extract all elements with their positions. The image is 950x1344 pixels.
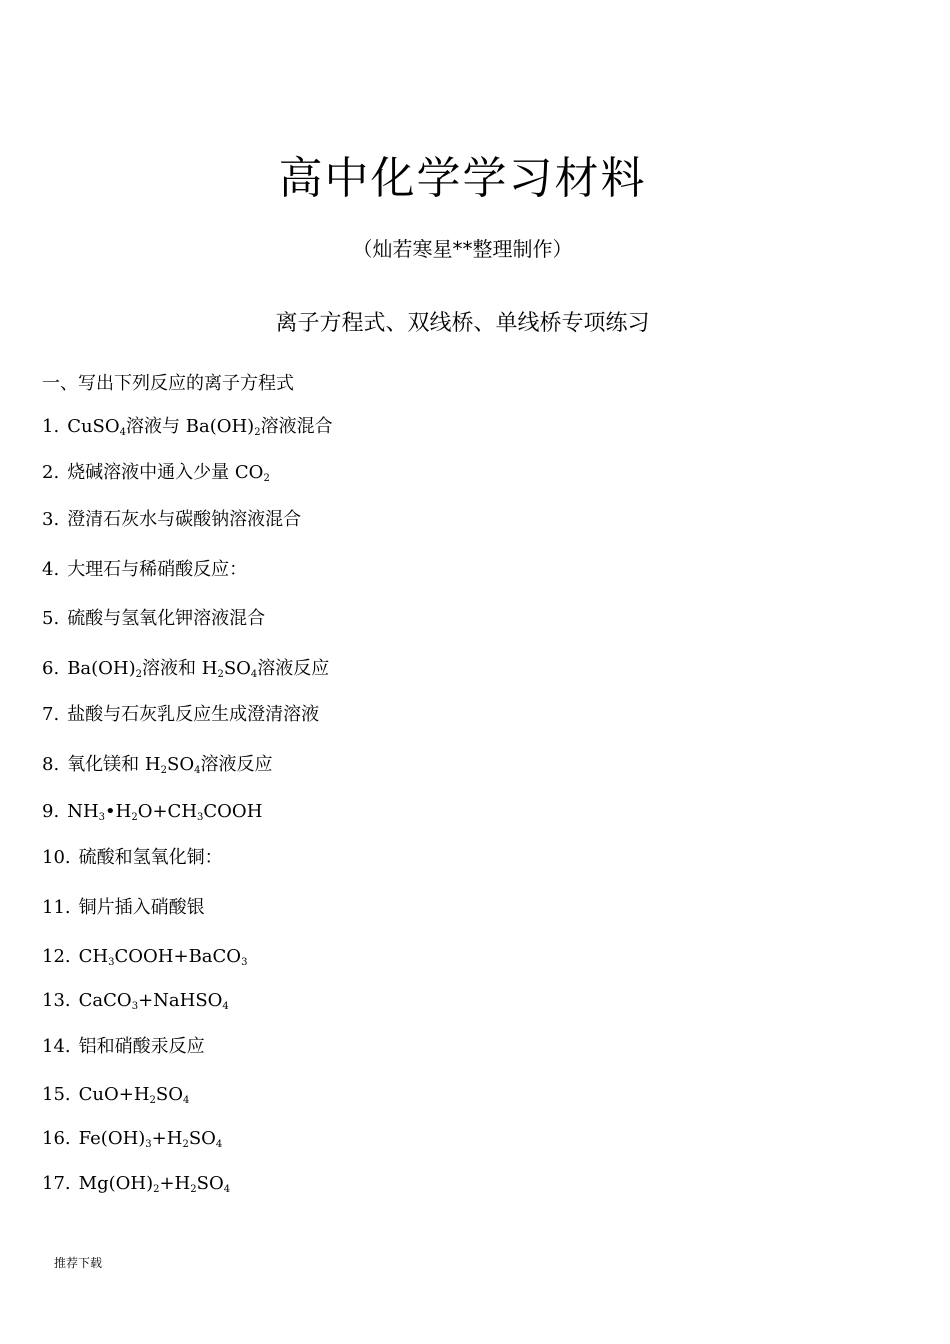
exercise-item — [42, 607, 265, 631]
exercise-text: COOH+BaCO — [114, 946, 242, 967]
exercise-text: SO — [166, 754, 195, 775]
exercise-text: 溶液与 Ba(OH) — [126, 416, 255, 437]
subscript: 2 — [131, 812, 138, 823]
exercise-text: CuSO — [67, 416, 120, 437]
page-subtitle: （灿若寒星**整理制作） — [352, 237, 573, 261]
subscript: 4 — [250, 669, 258, 680]
exercise-number: 5. — [42, 608, 60, 629]
subscript: 4 — [183, 1095, 190, 1106]
exercise-number: 7. — [42, 704, 60, 725]
footer-note: 推荐下载 — [54, 1256, 103, 1270]
subscript: 2 — [182, 1139, 189, 1150]
exercise-text: 盐酸与石灰乳反应生成澄清溶液 — [67, 704, 320, 725]
exercise-text: 溶液反应 — [200, 754, 273, 775]
exercise-number: 1. — [42, 416, 60, 437]
section-title: 离子方程式、双线桥、单线桥专项练习 — [275, 311, 650, 336]
exercise-text: Fe(OH) — [78, 1128, 146, 1149]
exercise-text: CaCO — [78, 990, 132, 1011]
subscript: 3 — [145, 1139, 152, 1150]
exercise-number: 10. — [42, 847, 71, 868]
exercise-number: 15. — [42, 1084, 71, 1105]
exercise-text: COOH — [203, 801, 263, 822]
exercise-text: 溶液混合 — [260, 416, 333, 437]
exercise-number: 11. — [42, 897, 71, 918]
exercise-number: 8. — [42, 754, 60, 775]
exercise-text: 硫酸和氢氧化铜： — [78, 847, 223, 868]
subscript: 3 — [197, 812, 204, 823]
exercise-text: 澄清石灰水与碳酸钠溶液混合 — [67, 509, 302, 530]
exercise-item — [42, 1127, 222, 1151]
exercise-text: SO — [155, 1084, 184, 1105]
exercise-number: 13. — [42, 990, 71, 1011]
exercise-item — [42, 1083, 189, 1107]
subscript: 4 — [223, 1184, 231, 1195]
subscript: 4 — [194, 765, 201, 776]
exercise-text: •H — [105, 801, 132, 822]
exercise-item — [42, 657, 329, 681]
subscript: 2 — [153, 1184, 160, 1195]
exercise-number: 12. — [42, 946, 71, 967]
exercise-item — [42, 1035, 205, 1059]
subscript: 4 — [119, 427, 127, 438]
exercise-text: 硫酸与氢氧化钾溶液混合 — [67, 608, 266, 629]
subscript: 3 — [108, 957, 115, 968]
exercise-text: NH — [67, 801, 99, 822]
exercise-item — [42, 558, 247, 582]
exercise-item — [42, 846, 223, 870]
exercise-item — [42, 753, 272, 777]
subscript: 2 — [263, 473, 270, 484]
exercise-text: SO — [196, 1173, 224, 1194]
exercise-number: 16. — [42, 1128, 71, 1149]
exercise-number: 4. — [42, 559, 60, 580]
subscript: 3 — [131, 1001, 139, 1012]
exercise-text: 烧碱溶液中通入少量 CO — [67, 462, 264, 483]
exercise-text: +H — [159, 1173, 191, 1194]
exercise-item — [42, 415, 333, 439]
exercise-number: 3. — [42, 509, 60, 530]
exercise-text: O+CH — [137, 801, 198, 822]
exercise-item — [42, 896, 205, 920]
exercise-text: Ba(OH) — [67, 658, 136, 679]
subscript: 2 — [190, 1184, 197, 1195]
part-heading: 一、写出下列反应的离子方程式 — [42, 373, 294, 394]
subscript: 2 — [217, 669, 224, 680]
exercise-number: 6. — [42, 658, 60, 679]
exercise-item — [42, 945, 247, 969]
exercise-text: CH — [78, 946, 109, 967]
subscript: 4 — [222, 1001, 229, 1012]
exercise-item — [42, 508, 301, 532]
page-title: 高中化学学习材料 — [278, 153, 647, 204]
exercise-text: 大理石与稀硝酸反应： — [67, 559, 248, 580]
subscript: 2 — [135, 669, 143, 680]
exercise-text: SO — [188, 1128, 216, 1149]
exercise-number: 9. — [42, 801, 60, 822]
exercise-item — [42, 703, 319, 727]
exercise-text: 铜片插入硝酸银 — [78, 897, 205, 918]
exercise-item — [42, 989, 229, 1013]
exercise-text: +NaHSO — [138, 990, 223, 1011]
exercise-text: 溶液反应 — [257, 658, 330, 679]
exercise-item — [42, 1172, 230, 1196]
exercise-text: 溶液和 H — [142, 658, 218, 679]
exercise-text: SO — [223, 658, 251, 679]
subscript: 2 — [160, 765, 167, 776]
exercise-text: 铝和硝酸汞反应 — [78, 1036, 205, 1057]
exercise-item — [42, 461, 270, 485]
subscript: 4 — [215, 1139, 223, 1150]
exercise-number: 2. — [42, 462, 60, 483]
subscript: 2 — [254, 427, 261, 438]
exercise-text: Mg(OH) — [78, 1173, 154, 1194]
exercise-text: +H — [151, 1128, 183, 1149]
exercise-item — [42, 800, 262, 824]
exercise-text: CuO+H — [78, 1084, 150, 1105]
exercise-number: 17. — [42, 1173, 71, 1194]
subscript: 2 — [149, 1095, 156, 1106]
exercise-text: 氧化镁和 H — [67, 754, 161, 775]
subscript: 3 — [241, 957, 248, 968]
exercise-number: 14. — [42, 1036, 71, 1057]
subscript: 3 — [98, 812, 106, 823]
